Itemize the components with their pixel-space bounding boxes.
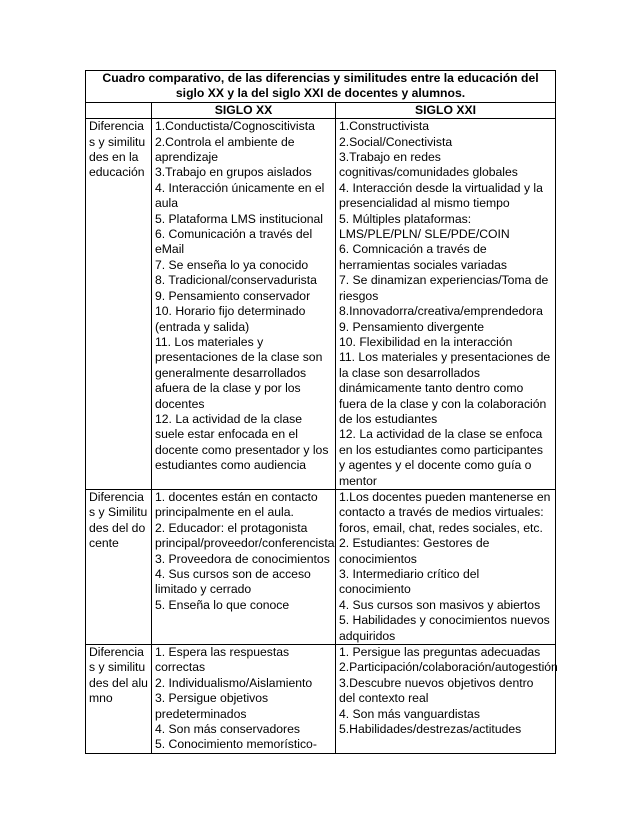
list-item: 1. Persigue las preguntas adecuadas [339, 645, 541, 660]
list-item: 4. Son más conservadores [155, 722, 300, 737]
list-item: 5. Plataforma LMS institucional [155, 211, 323, 226]
list-item: 3. Persigue objetivos predeterminados [155, 691, 269, 721]
list-item: 5. Enseña lo que conoce [155, 597, 290, 612]
table-title: Cuadro comparativo, de las diferencias y similitudes entre la educación del siglo XX y la del siglo XXI de docentes y alumnos. [86, 71, 556, 103]
header-siglo-xxi: SIGLO XXI [336, 102, 556, 118]
list-item: 12. La actividad de la clase suele estar enfocada en el docente como presentador y los estudiantes como audiencia [155, 411, 329, 473]
list-item: 9. Pensamiento conservador [155, 288, 311, 303]
list-item: 9. Pensamiento divergente [339, 319, 484, 334]
list-item: 3.Trabajo en redes cognitivas/comunidades globales [339, 150, 518, 180]
cell-xx-educacion [152, 119, 336, 490]
row-label-docente: Diferencias y Similitudes del docente [86, 489, 152, 644]
cell-xxi-educacion [336, 119, 556, 490]
list-item: 2.Participación/colaboración/autogestión [339, 660, 558, 675]
list-item: 10. Flexibilidad en la interacción [339, 334, 513, 349]
table-row [86, 645, 556, 754]
table-row [86, 119, 556, 490]
comparison-table [85, 70, 556, 754]
title-row [86, 71, 556, 103]
list-item: 1. docentes están en contacto principalmente en el aula. [155, 489, 318, 520]
list-item: 12. La actividad de la clase se enfoca en los estudiantes como participantes y agentes y el docente como guía o mentor [339, 427, 543, 488]
cell-xxi-alumno [336, 645, 556, 754]
list-item: 8. Tradicional/conservadurista [155, 273, 317, 288]
list-item: 11. Los materiales y presentaciones de la clase son generalmente desarrollados afuera de la clase y por los docentes [155, 334, 323, 411]
list-item: 4. Sus cursos son masivos y abiertos [339, 597, 541, 612]
list-item: 1. Espera las respuestas correctas [155, 645, 290, 675]
cell-xx-docente [152, 489, 336, 644]
list-item: 2. Educador: el protagonista principal/proveedor/conferencista [155, 520, 335, 551]
list-item: 7. Se dinamizan experiencias/Toma de riesgos [339, 273, 549, 303]
list-item: 2. Individualismo/Aislamiento [155, 675, 313, 690]
cell-xxi-docente [336, 489, 556, 644]
list-item: 4. Son más vanguardistas [339, 706, 480, 721]
list-item: 3.Descubre nuevos objetivos dentro del contexto real [339, 675, 534, 706]
list-item: 5.Habilidades/destrezas/actitudes [339, 722, 522, 737]
list-item: 11. Los materiales y presentaciones de la clase son desarrollados dinámicamente tanto dentro como fuera de la clase y con la colaboración de los estudiantes [339, 350, 551, 426]
list-item: 2. Estudiantes: Gestores de conocimientos [339, 536, 490, 566]
row-label-alumno: Diferencias y similitudes del alumno [86, 645, 152, 754]
list-item: 4. Interacción únicamente en el aula [155, 180, 325, 211]
list-item: 1.Conductista/Cognoscitivista [155, 119, 315, 134]
list-item: 5. Conocimiento memorístico- [155, 737, 317, 752]
list-item: 4. Interacción desde la virtualidad y la presencialidad al mismo tiempo [339, 180, 543, 211]
header-corner [86, 102, 152, 118]
list-item: 2.Social/Conectivista [339, 134, 453, 149]
header-siglo-xx: SIGLO XX [152, 102, 336, 118]
list-item: 8.Innovadorra/creativa/emprendedora [339, 304, 543, 319]
row-label-educacion: Diferencias y similitudes en la educación [86, 119, 152, 490]
list-item: 2.Controla el ambiente de aprendizaje [155, 134, 295, 165]
header-row [86, 102, 556, 118]
table-row [86, 489, 556, 644]
list-item: 3. Intermediario crítico del conocimiento [339, 567, 480, 597]
list-item: 3.Trabajo en grupos aislados [155, 165, 312, 180]
list-item: 10. Horario fijo determinado (entrada y salida) [155, 304, 306, 334]
list-item: 5. Múltiples plataformas: LMS/PLE/PLN/ SLE/PDE/COIN [339, 211, 510, 242]
cell-xx-alumno [152, 645, 336, 754]
list-item: 1.Los docentes pueden mantenerse en contacto a través de medios virtuales: foros, email, chat, redes sociales, etc. [339, 489, 551, 535]
list-item: 4. Sus cursos son de acceso limitado y cerrado [155, 567, 311, 597]
list-item: 1.Constructivista [339, 119, 430, 134]
list-item: 5. Habilidades y conocimientos nuevos adquiridos [339, 613, 550, 643]
list-item: 7. Se enseña lo ya conocido [155, 257, 309, 272]
list-item: 3. Proveedora de conocimientos [155, 551, 330, 566]
list-item: 6. Comunicación a través del eMail [155, 227, 313, 257]
list-item: 6. Comnicación a través de herramientas sociales variadas [339, 242, 507, 272]
